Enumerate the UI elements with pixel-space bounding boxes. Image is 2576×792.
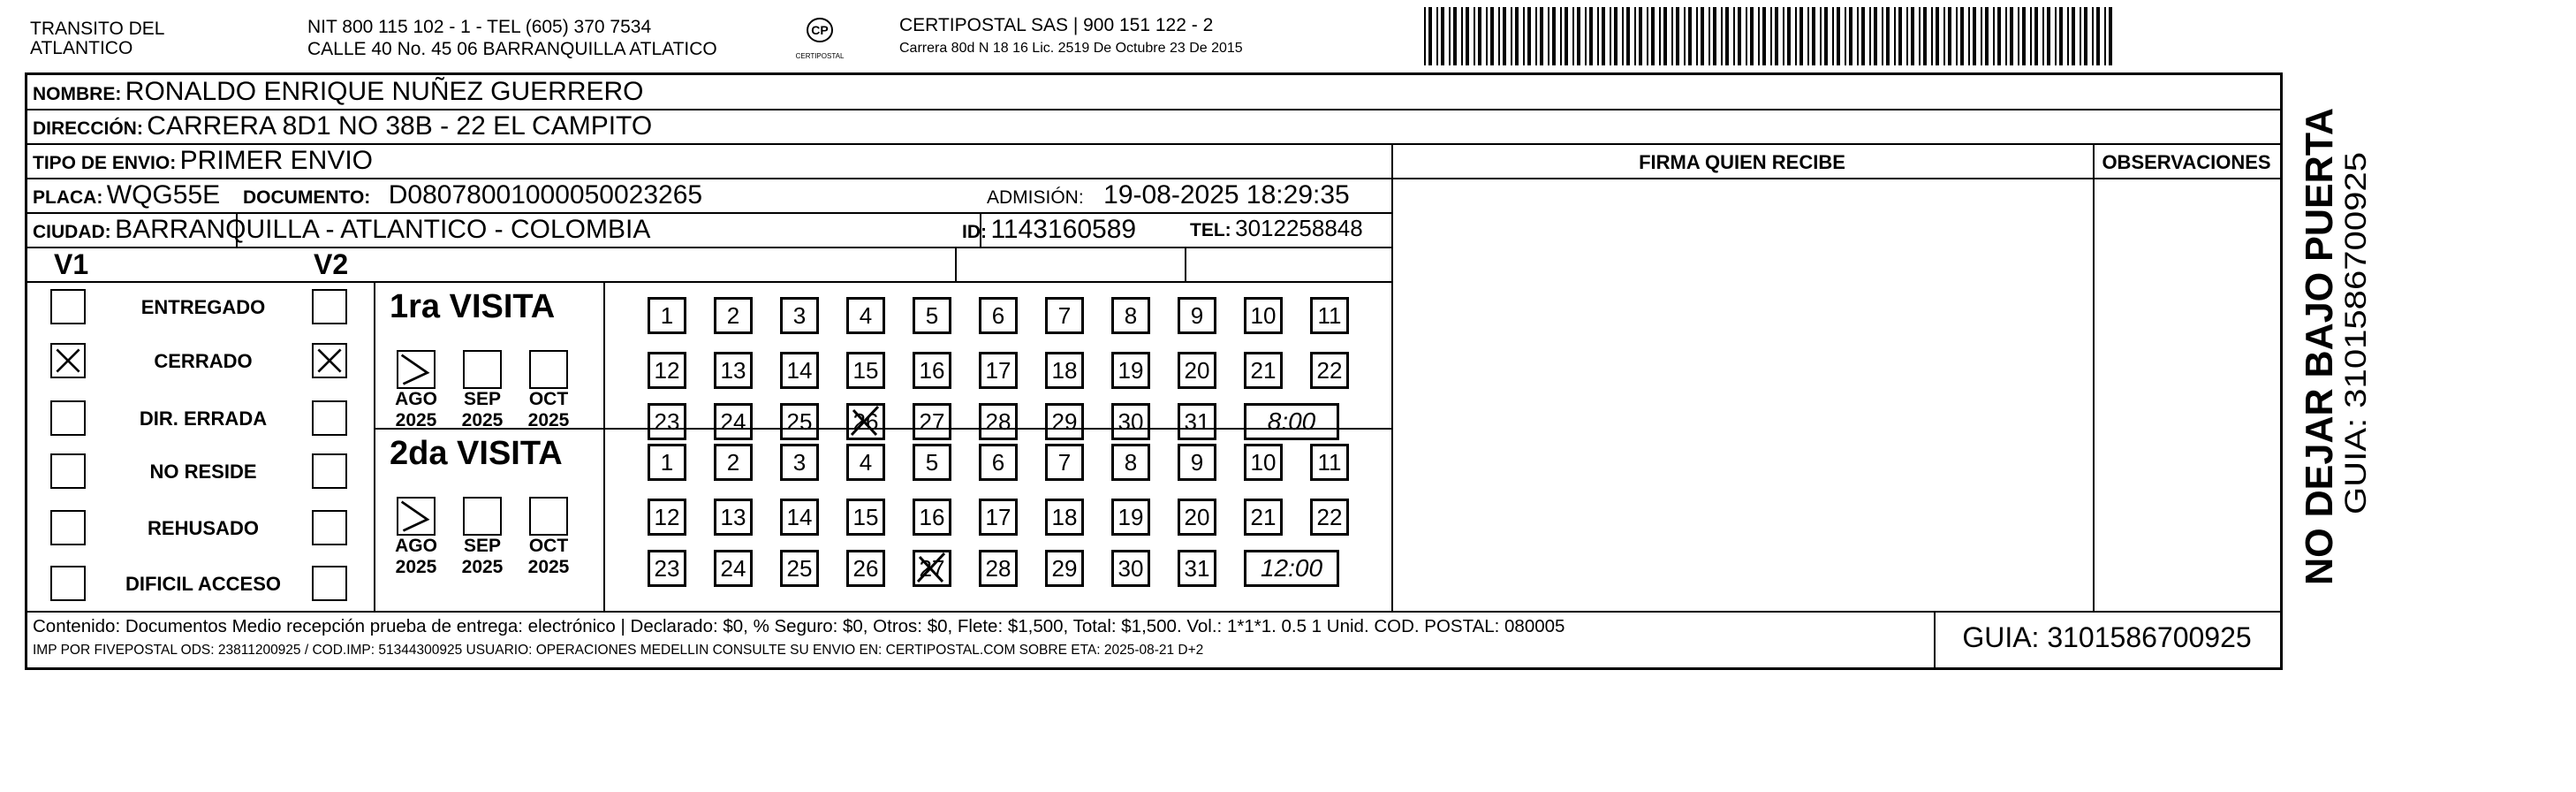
day-box[interactable]: 26 bbox=[846, 550, 885, 587]
day-box[interactable]: 29 bbox=[1045, 550, 1084, 587]
day-box[interactable]: 10 bbox=[1244, 297, 1283, 334]
side-notice bbox=[2286, 99, 2375, 594]
month-label: AGO 2025 bbox=[395, 536, 437, 577]
visit-title: 1ra VISITA bbox=[390, 288, 556, 325]
day-box[interactable]: 28 bbox=[979, 550, 1018, 587]
month-checkbox[interactable] bbox=[529, 497, 568, 536]
day-box[interactable]: 12 bbox=[648, 352, 686, 389]
status-v1-checkbox[interactable] bbox=[50, 566, 86, 601]
day-box[interactable]: 18 bbox=[1045, 352, 1084, 389]
day-box[interactable]: 5 bbox=[913, 297, 951, 334]
status-v2-checkbox[interactable] bbox=[312, 400, 347, 436]
status-label: DIFICIL ACCESO bbox=[125, 573, 281, 595]
time-note-box[interactable]: 12:00 bbox=[1244, 550, 1339, 587]
courier-info bbox=[899, 16, 1243, 58]
ciudad-field bbox=[33, 215, 650, 245]
agency-contact bbox=[307, 18, 717, 59]
month-label: OCT 2025 bbox=[527, 536, 570, 577]
day-box[interactable]: 22 bbox=[1310, 499, 1349, 536]
visit-title: 2da VISITA bbox=[390, 435, 563, 472]
status-label: DIR. ERRADA bbox=[139, 407, 268, 430]
day-box[interactable]: 6 bbox=[979, 297, 1018, 334]
day-box[interactable]: 10 bbox=[1244, 444, 1283, 481]
status-label: ENTREGADO bbox=[140, 296, 266, 318]
day-box[interactable]: 30 bbox=[1111, 403, 1150, 440]
direccion-row bbox=[33, 111, 652, 141]
tel-label: TEL: bbox=[1190, 220, 1231, 240]
day-box[interactable]: 31 bbox=[1178, 550, 1216, 587]
day-box[interactable]: 28 bbox=[979, 403, 1018, 440]
status-v2-checkbox[interactable] bbox=[312, 343, 347, 378]
placa-field bbox=[33, 180, 220, 210]
svg-text:CERTIPOSTAL: CERTIPOSTAL bbox=[795, 52, 845, 60]
agency-line-2: ATLANTICO bbox=[30, 38, 133, 58]
tipo-value: PRIMER ENVIO bbox=[179, 146, 374, 175]
nombre-value: RONALDO ENRIQUE NUÑEZ GUERRERO bbox=[125, 77, 644, 106]
month-label: AGO 2025 bbox=[395, 389, 437, 430]
day-box[interactable]: 20 bbox=[1178, 352, 1216, 389]
month-checkbox[interactable] bbox=[529, 350, 568, 389]
day-box[interactable]: 18 bbox=[1045, 499, 1084, 536]
day-box[interactable]: 16 bbox=[913, 499, 951, 536]
day-box[interactable]: 19 bbox=[1111, 352, 1150, 389]
license-line: Carrera 80d N 18 16 Lic. 2519 De Octubre 23 De 2015 bbox=[899, 41, 1243, 56]
no-dejar-warning: NO DEJAR BAJO PUERTA bbox=[2298, 99, 2341, 585]
side-guia: GUIA: 3101586700925 bbox=[2339, 207, 2373, 514]
admision-value: 19-08-2025 18:29:35 bbox=[1103, 180, 1350, 209]
documento-value: D080780010000500​23265 bbox=[388, 180, 703, 209]
day-cross-mark bbox=[913, 550, 951, 587]
barcode bbox=[1424, 7, 2117, 65]
day-box[interactable]: 3 bbox=[780, 444, 819, 481]
tel-value: 3012258848 bbox=[1235, 215, 1363, 241]
documento-label: DOCUMENTO: bbox=[243, 187, 371, 208]
direccion-label: DIRECCIÓN: bbox=[33, 118, 143, 139]
day-box[interactable]: 26 bbox=[846, 403, 885, 440]
admision-field bbox=[987, 180, 1350, 210]
imp-text: IMP POR FIVEPOSTAL ODS: 23811200925 / COD.IMP: 51344300925 USUARIO: OPERACIONES MEDELLIN CONSULTE SU ENVIO EN: CERTIPOSTAL.COM SOBRE ETA: 2025-08-21 D+2 bbox=[33, 643, 1204, 658]
agency-line-1: TRANSITO DEL bbox=[30, 19, 165, 39]
day-box[interactable]: 23 bbox=[648, 550, 686, 587]
v2-header: V2 bbox=[314, 248, 349, 280]
direccion-value: CARRERA 8D1 NO 38B - 22 EL CAMPITO bbox=[147, 111, 653, 141]
day-box[interactable]: 27 bbox=[913, 550, 951, 587]
day-box[interactable]: 24 bbox=[714, 550, 753, 587]
ciudad-label: CIUDAD: bbox=[33, 222, 111, 242]
day-box[interactable]: 8 bbox=[1111, 297, 1150, 334]
id-value: 1143160589 bbox=[990, 215, 1137, 244]
status-label: NO RESIDE bbox=[149, 461, 257, 483]
day-box[interactable]: 7 bbox=[1045, 444, 1084, 481]
day-box[interactable]: 11 bbox=[1310, 297, 1349, 334]
tipo-envio-row bbox=[33, 146, 373, 176]
status-v2-checkbox[interactable] bbox=[312, 510, 347, 545]
day-box[interactable]: 12 bbox=[648, 499, 686, 536]
status-v2-checkbox[interactable] bbox=[312, 453, 347, 489]
day-box[interactable]: 9 bbox=[1178, 297, 1216, 334]
day-box[interactable]: 25 bbox=[780, 403, 819, 440]
day-box[interactable]: 2 bbox=[714, 297, 753, 334]
documento-field bbox=[243, 180, 702, 210]
day-box[interactable]: 20 bbox=[1178, 499, 1216, 536]
day-box[interactable]: 14 bbox=[780, 352, 819, 389]
day-box[interactable]: 16 bbox=[913, 352, 951, 389]
day-box[interactable]: 25 bbox=[780, 550, 819, 587]
day-box[interactable]: 22 bbox=[1310, 352, 1349, 389]
status-v2-checkbox[interactable] bbox=[312, 566, 347, 601]
firma-header: FIRMA QUIEN RECIBE bbox=[1639, 151, 1845, 173]
day-box[interactable]: 27 bbox=[913, 403, 951, 440]
day-box[interactable]: 4 bbox=[846, 297, 885, 334]
month-checkbox[interactable] bbox=[397, 350, 436, 389]
id-label: ID: bbox=[962, 222, 987, 242]
day-box[interactable]: 2 bbox=[714, 444, 753, 481]
v1-header: V1 bbox=[54, 248, 89, 280]
day-cross-mark bbox=[846, 403, 885, 440]
tel-field bbox=[1190, 215, 1363, 242]
status-label: REHUSADO bbox=[148, 517, 259, 539]
agency-name bbox=[30, 19, 164, 58]
tipo-label: TIPO DE ENVIO: bbox=[33, 153, 177, 173]
observaciones-header: OBSERVACIONES bbox=[2102, 151, 2271, 173]
day-box[interactable]: 15 bbox=[846, 352, 885, 389]
day-box[interactable]: 5 bbox=[913, 444, 951, 481]
day-box[interactable]: 24 bbox=[714, 403, 753, 440]
day-box[interactable]: 30 bbox=[1111, 550, 1150, 587]
day-box[interactable]: 3 bbox=[780, 297, 819, 334]
placa-label: PLACA: bbox=[33, 187, 103, 208]
nit-line: NIT 800 115 102 - 1 - TEL (605) 370 7534 bbox=[307, 17, 652, 37]
status-v1-checkbox[interactable] bbox=[50, 453, 86, 489]
day-box[interactable]: 1 bbox=[648, 297, 686, 334]
month-checkbox[interactable] bbox=[463, 497, 502, 536]
day-box[interactable]: 31 bbox=[1178, 403, 1216, 440]
day-box[interactable]: 17 bbox=[979, 499, 1018, 536]
contenido-text: Contenido: Documentos Medio recepción prueba de entrega: electrónico | Declarado: $0, % Seguro: $0, Otros: $0, Flete: $1,500, Total: $1,500. Vol.: 1*1*1. 0.5 1 Unid. COD. POSTAL: 080005 bbox=[33, 616, 1565, 636]
status-v1-checkbox[interactable] bbox=[50, 289, 86, 324]
day-box[interactable]: 15 bbox=[846, 499, 885, 536]
month-label: OCT 2025 bbox=[527, 389, 570, 430]
month-label: SEP 2025 bbox=[461, 389, 504, 430]
day-box[interactable]: 8 bbox=[1111, 444, 1150, 481]
status-v1-checkbox[interactable] bbox=[50, 343, 86, 378]
company-line: CERTIPOSTAL SAS | 900 151 122 - 2 bbox=[899, 15, 1214, 35]
day-box[interactable]: 13 bbox=[714, 499, 753, 536]
day-box[interactable]: 21 bbox=[1244, 352, 1283, 389]
ciudad-value: BARRANQUILLA - ATLANTICO - COLOMBIA bbox=[115, 215, 651, 244]
day-box[interactable]: 29 bbox=[1045, 403, 1084, 440]
status-v1-checkbox[interactable] bbox=[50, 400, 86, 436]
status-v1-checkbox[interactable] bbox=[50, 510, 86, 545]
day-box[interactable]: 6 bbox=[979, 444, 1018, 481]
address-line: CALLE 40 No. 45 06 BARRANQUILLA ATLATICO bbox=[307, 39, 717, 59]
delivery-form bbox=[25, 72, 2283, 670]
svg-text:CP: CP bbox=[811, 23, 829, 37]
day-box[interactable]: 1 bbox=[648, 444, 686, 481]
status-label: CERRADO bbox=[154, 350, 253, 372]
status-v2-checkbox[interactable] bbox=[312, 289, 347, 324]
placa-value: WQG55E bbox=[106, 180, 221, 209]
nombre-label: NOMBRE: bbox=[33, 84, 122, 104]
admision-label: ADMISIÓN: bbox=[987, 187, 1084, 208]
day-box[interactable]: 21 bbox=[1244, 499, 1283, 536]
month-label: SEP 2025 bbox=[461, 536, 504, 577]
day-box[interactable]: 4 bbox=[846, 444, 885, 481]
day-box[interactable]: 7 bbox=[1045, 297, 1084, 334]
day-box[interactable]: 23 bbox=[648, 403, 686, 440]
day-box[interactable]: 17 bbox=[979, 352, 1018, 389]
day-box[interactable]: 19 bbox=[1111, 499, 1150, 536]
day-box[interactable]: 9 bbox=[1178, 444, 1216, 481]
id-field bbox=[962, 215, 1136, 245]
footer-guia: GUIA: 3101586700925 bbox=[1962, 621, 2252, 653]
certipostal-logo bbox=[788, 14, 852, 64]
nombre-row bbox=[33, 77, 644, 107]
month-checkbox[interactable] bbox=[463, 350, 502, 389]
day-box[interactable]: 13 bbox=[714, 352, 753, 389]
day-box[interactable]: 14 bbox=[780, 499, 819, 536]
month-checkbox[interactable] bbox=[397, 497, 436, 536]
day-box[interactable]: 11 bbox=[1310, 444, 1349, 481]
time-note-box[interactable]: 8:00 bbox=[1244, 403, 1339, 440]
